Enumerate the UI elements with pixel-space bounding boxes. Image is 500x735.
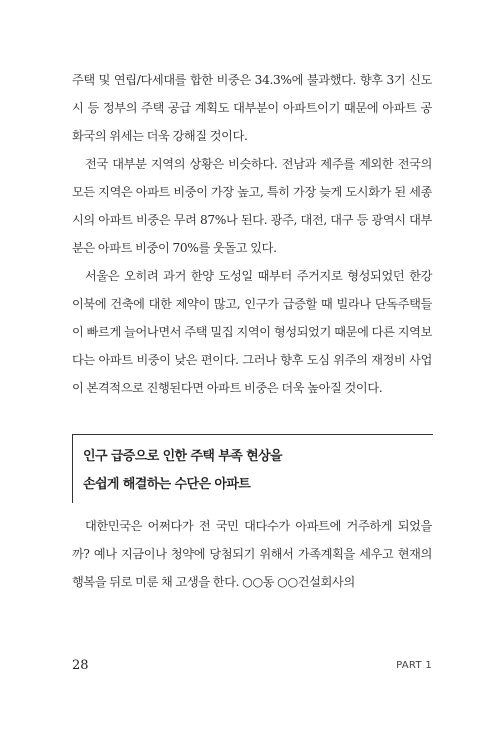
body-paragraph: 전국 대부분 지역의 상황은 비슷하다. 전남과 제주를 제외한 전국의 모든 지역은 아파트 비중이 가장 높고, 특히 가장 늦게 도시화가 된 세종시의 아파트 비중은 무려 87%나 된다. 광주, 대전, 대구 등 광역시 대부분은 아파트 비중이 70%를 웃돌고 있다. <box>72 157 432 255</box>
body-paragraph: 주택 및 연립/다세대를 합한 비중은 34.3%에 불과했다. 향후 3기 신도시 등 정부의 주택 공급 계획도 대부분이 아파트이기 때문에 아파트 공화국의 위세는 더욱 강해질 것이다. <box>72 73 432 143</box>
section-heading-box <box>72 434 433 503</box>
section-heading-line: 손쉽게 해결하는 수단은 아파트 <box>83 477 251 492</box>
section-heading-line: 인구 급증으로 인한 주택 부족 현상을 <box>83 449 282 464</box>
page-number: 28 <box>72 658 89 673</box>
body-paragraph: 서울은 오히려 과거 한양 도성일 때부터 주거지로 형성되었던 한강 이북에 건축에 대한 제약이 많고, 인구가 급증할 때 빌라나 단독주택들이 빠르게 늘어나면서 주택 밀집 지역이 형성되었기 때문에 다른 지역보다는 아파트 비중이 낮은 편이다. 그러나 향후 도심 위주의 재정비 사업이 본격적으로 진행된다면 아파트 비중은 더욱 높아질 것이다. <box>72 269 432 395</box>
body-paragraph: 대한민국은 어쩌다가 전 국민 대다수가 아파트에 거주하게 되었을까? 예나 지금이나 청약에 당첨되기 위해서 가족계획을 세우고 현재의 행복을 뒤로 미룬 채 고생을 한다. ○○동 ○○건설회사의 <box>72 519 432 589</box>
part-label: PART 1 <box>396 660 432 671</box>
